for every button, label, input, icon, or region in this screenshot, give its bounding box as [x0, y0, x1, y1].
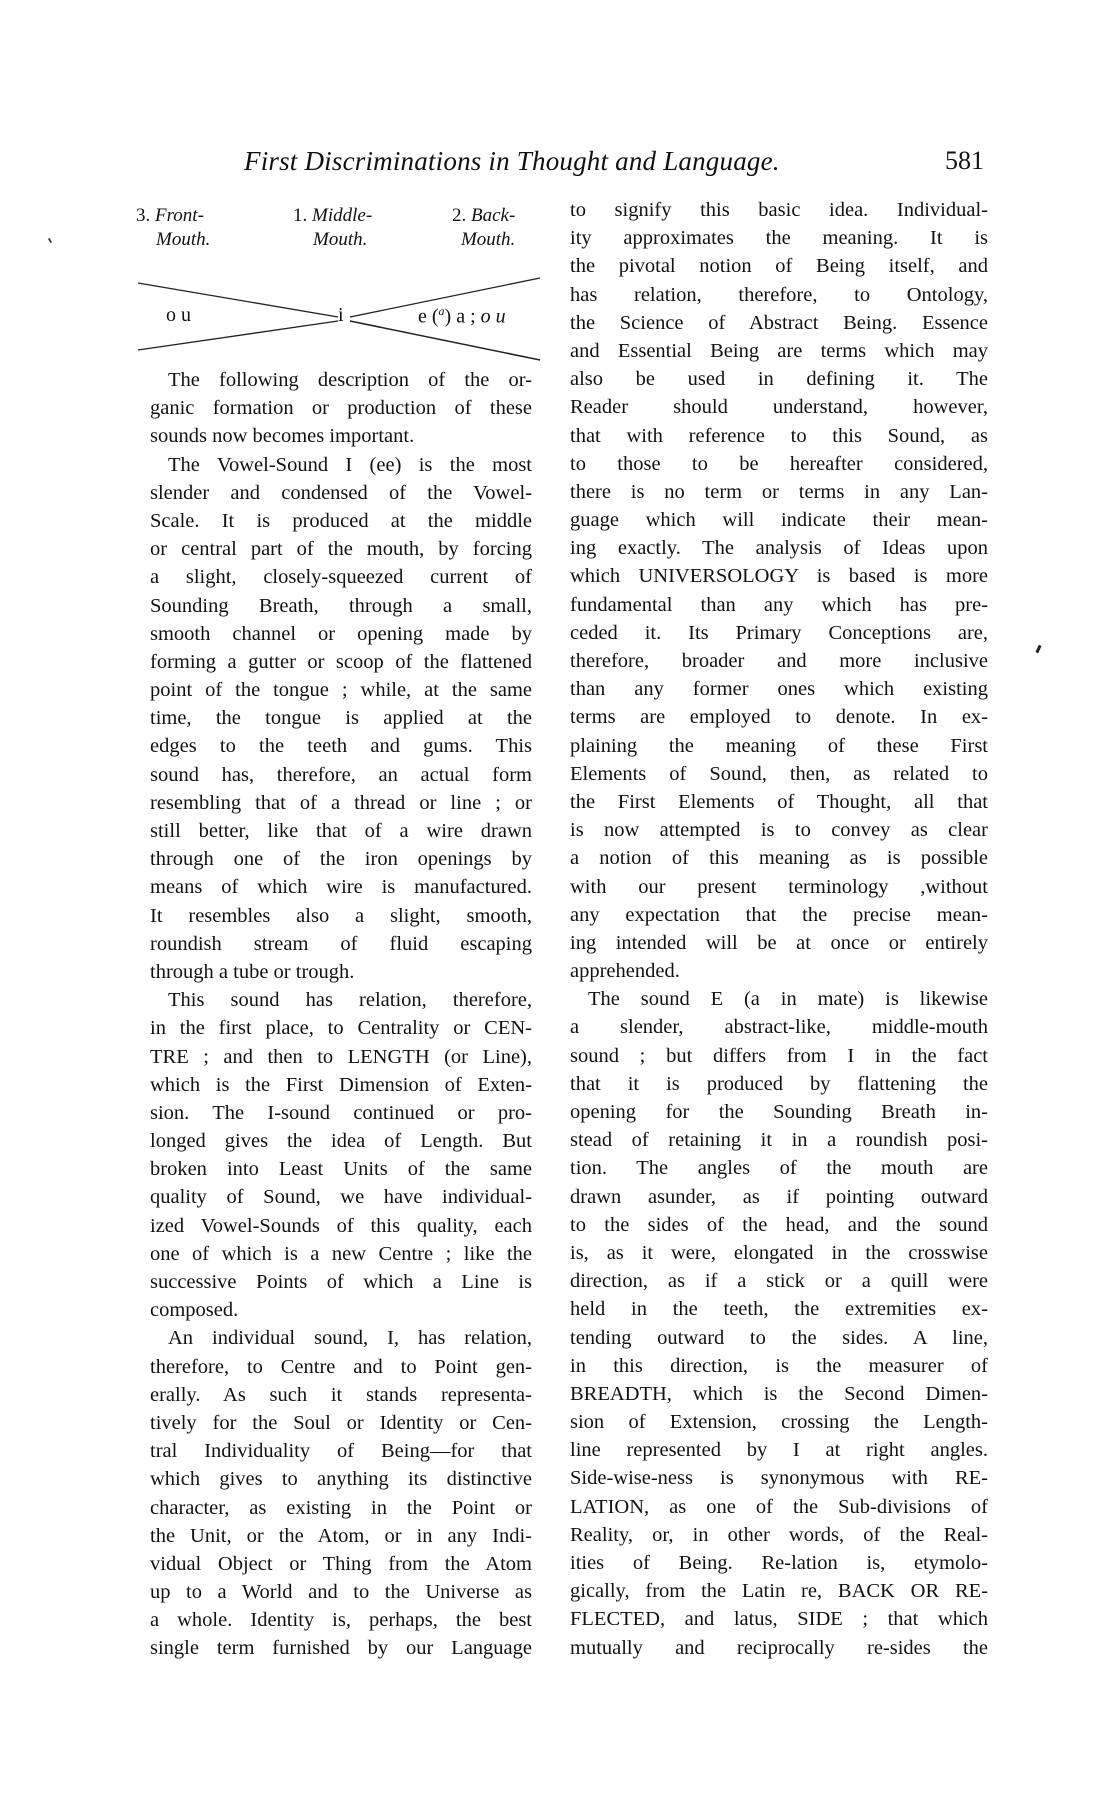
text-line: line represented by I at right angles. — [570, 1439, 988, 1462]
text-line: point of the tongue ; while, at the same — [150, 679, 532, 702]
label-word: Mouth. — [156, 229, 211, 250]
text-line: drawn asunder, as if pointing outward — [570, 1185, 988, 1208]
text-line: single term furnished by our Language — [150, 1637, 532, 1660]
label-number: 3. — [136, 205, 151, 226]
sound-text: ) a ; — [444, 305, 481, 328]
text-line: forming a gutter or scoop of the flattened — [150, 650, 532, 673]
text-line: there is no term or terms in any Lan- — [570, 480, 988, 503]
text-line: is now attempted is to convey as clear — [570, 819, 988, 842]
text-line: mutually and reciprocally re-sides the — [570, 1636, 988, 1659]
text-line: Reality, or, in other words, of the Real- — [570, 1523, 988, 1546]
text-line: resembling that of a thread or line ; or — [150, 791, 532, 814]
text-line: to signify this basic idea. Individual- — [570, 199, 988, 221]
text-line: ganic formation or production of these — [150, 397, 532, 420]
text-line: edges to the teeth and gums. This — [150, 735, 532, 758]
text-line: character, as existing in the Point or — [150, 1496, 532, 1519]
text-line: LATION, as one of the Sub-divisions of — [570, 1495, 988, 1518]
sound-text: e ( — [418, 305, 439, 328]
text-line: therefore, to Centre and to Point gen- — [150, 1355, 532, 1378]
middle-mouth-sound: i — [338, 304, 344, 326]
text-line: the Science of Abstract Being. Essence — [570, 311, 988, 334]
text-line: that with reference to this Sound, as — [570, 424, 988, 447]
text-line: FLECTED, and latus, SIDE ; that which — [570, 1608, 988, 1631]
back-mouth-sounds — [418, 304, 506, 329]
text-line: Sounding Breath, through a small, — [150, 594, 532, 617]
text-line: ing intended will be at once or entirely — [570, 931, 988, 954]
sound-italic: o u — [480, 305, 506, 328]
text-line: the First Elements of Thought, all that — [570, 790, 988, 813]
text-line: the Unit, or the Atom, or in any Indi- — [150, 1524, 532, 1547]
text-line: Reader should understand, however, — [570, 396, 988, 419]
text-line: This sound has relation, therefore, — [168, 989, 532, 1012]
text-line: any expectation that the precise mean- — [570, 903, 988, 926]
text-line: BREADTH, which is the Second Dimen- — [570, 1382, 988, 1405]
text-line: guage which will indicate their mean- — [570, 509, 988, 532]
text-line: sion. The I-sound continued or pro- — [150, 1101, 532, 1124]
text-line: still better, like that of a wire drawn — [150, 820, 532, 842]
text-line: tending outward to the sides. A line, — [570, 1326, 988, 1349]
text-line: or central part of the mouth, by forcing — [150, 538, 532, 561]
text-line: tively for the Soul or Identity or Cen- — [150, 1411, 532, 1434]
text-line: also be used in defining it. The — [570, 368, 988, 391]
text-line: which UNIVERSOLOGY is based is more — [570, 565, 988, 588]
text-line: the pivotal notion of Being itself, and — [570, 255, 988, 278]
text-line: a slender, abstract-like, middle-mouth — [570, 1016, 988, 1039]
text-line: and Essential Being are terms which may — [570, 339, 988, 362]
text-line: erally. As such it stands representa- — [150, 1383, 532, 1406]
text-line: successive Points of which a Line is — [150, 1271, 532, 1293]
text-line: broken into Least Units of the same — [150, 1158, 532, 1181]
text-line: The following description of the or- — [168, 369, 532, 391]
text-line: ing exactly. The analysis of Ideas upon — [570, 537, 988, 560]
label-word: Back- — [471, 205, 516, 226]
text-line: time, the tongue is applied at the — [150, 707, 532, 730]
text-line: that it is produced by flattening the — [570, 1072, 988, 1095]
text-line: has relation, therefore, to Ontology, — [570, 283, 988, 306]
text-line: which gives to anything its distinctive — [150, 1468, 532, 1491]
text-line: slender and condensed of the Vowel- — [150, 481, 532, 504]
text-line: a slight, closely-squeezed current of — [150, 566, 532, 589]
margin-mark — [48, 238, 52, 243]
text-line: Scale. It is produced at the middle — [150, 509, 532, 532]
text-line: quality of Sound, we have individual- — [150, 1186, 532, 1209]
text-line: roundish stream of fluid escaping — [150, 932, 532, 955]
text-line: is, as it were, elongated in the crosswise — [570, 1241, 988, 1264]
label-word: Front- — [155, 205, 204, 226]
text-line: plaining the meaning of these First — [570, 734, 988, 757]
label-word: Middle- — [312, 205, 373, 226]
text-line: ity approximates the meaning. It is — [570, 227, 988, 250]
running-title: First Discriminations in Thought and Language. — [244, 146, 780, 176]
text-line: to those to be hereafter considered, — [570, 452, 988, 475]
label-number: 1. — [293, 205, 308, 226]
text-line: It resembles also a slight, smooth, — [150, 904, 532, 927]
text-line: apprehended. — [570, 960, 680, 983]
text-line: composed. — [150, 1299, 239, 1322]
text-line: TRE ; and then to LENGTH (or Line), — [150, 1045, 532, 1068]
text-line: up to a World and to the Universe as — [150, 1581, 532, 1604]
text-line: sion of Extension, crossing the Length- — [570, 1411, 988, 1434]
text-line: The sound E (a in mate) is likewise — [588, 988, 988, 1011]
text-line: Side-wise-ness is synonymous with RE- — [570, 1467, 988, 1490]
scan-speck — [1035, 645, 1041, 654]
text-line: longed gives the idea of Length. But — [150, 1130, 532, 1153]
text-line: fundamental than any which has pre- — [570, 593, 988, 616]
text-line: a notion of this meaning as is possible — [570, 847, 988, 870]
crossing-lines-graphic — [136, 200, 546, 370]
text-line: in this direction, is the measurer of — [570, 1354, 988, 1377]
text-line: means of which wire is manufactured. — [150, 876, 532, 899]
text-line: tral Individuality of Being—for that — [150, 1440, 532, 1463]
label-word: Mouth. — [460, 229, 516, 250]
text-line: stead of retaining it in a roundish posi- — [570, 1129, 988, 1152]
text-line: than any former ones which existing — [570, 678, 988, 701]
vowel-scale-diagram — [136, 200, 546, 370]
text-line: An individual sound, I, has relation, — [168, 1327, 532, 1350]
text-line: opening for the Sounding Breath in- — [570, 1101, 988, 1123]
text-line: held in the teeth, the extremities ex- — [570, 1298, 988, 1321]
label-word: Mouth. — [313, 229, 368, 250]
sound-superscript: a — [438, 304, 445, 318]
text-line: with our present terminology ,without — [570, 875, 988, 898]
text-line: through a tube or trough. — [150, 960, 355, 983]
text-line: one of which is a new Centre ; like the — [150, 1242, 532, 1265]
left-column-text — [150, 366, 532, 1663]
text-line: terms are employed to denote. In ex- — [570, 706, 988, 729]
text-line: which is the First Dimension of Exten- — [150, 1073, 532, 1096]
text-line: Elements of Sound, then, as related to — [570, 762, 988, 785]
text-line: in the first place, to Centrality or CEN- — [150, 1017, 532, 1040]
text-line: gically, from the Latin re, BACK OR RE- — [570, 1580, 988, 1603]
text-line: to the sides of the head, and the sound — [570, 1213, 988, 1236]
running-head — [244, 146, 984, 180]
text-line: The Vowel-Sound I (ee) is the most — [168, 453, 532, 476]
text-line: therefore, broader and more inclusive — [570, 650, 988, 672]
text-line: ities of Being. Re-lation is, etymolo- — [570, 1552, 988, 1574]
text-line: direction, as if a stick or a quill were — [570, 1270, 988, 1293]
text-line: a whole. Identity is, perhaps, the best — [150, 1609, 532, 1632]
text-line: vidual Object or Thing from the Atom — [150, 1552, 532, 1575]
text-line: sounds now becomes important. — [150, 425, 415, 448]
page-number: 581 — [945, 146, 984, 175]
text-line: sound ; but differs from I in the fact — [570, 1044, 988, 1067]
text-line: ceded it. Its Primary Conceptions are, — [570, 621, 988, 644]
text-line: smooth channel or opening made by — [150, 622, 532, 645]
text-line: ized Vowel-Sounds of this quality, each — [150, 1214, 532, 1237]
front-mouth-sounds: o u — [166, 304, 191, 326]
right-column-text — [570, 196, 988, 1662]
text-line: sound has, therefore, an actual form — [150, 763, 532, 786]
label-number: 2. — [452, 205, 467, 226]
text-line: through one of the iron openings by — [150, 848, 532, 871]
text-line: tion. The angles of the mouth are — [570, 1157, 988, 1180]
